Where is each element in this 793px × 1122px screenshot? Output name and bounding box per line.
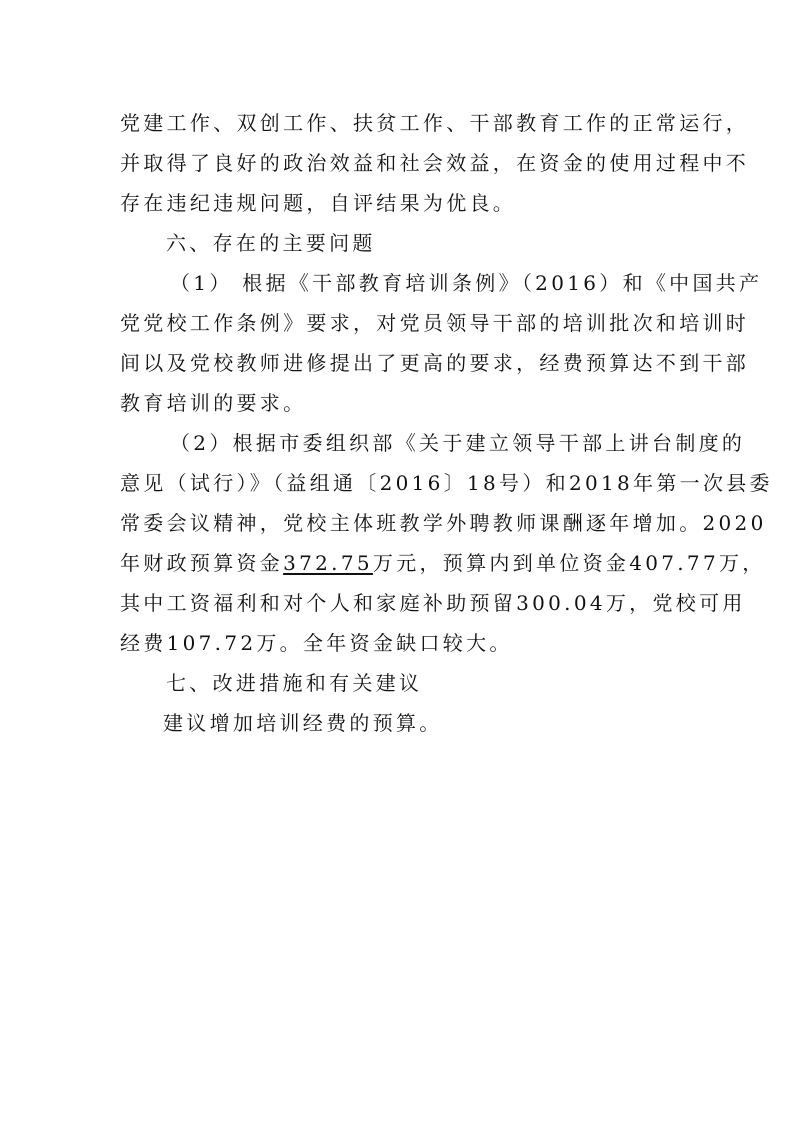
paragraph-line: 意见（试行）》（益组通〔2016〕18号）和2018年第一次县委 <box>120 471 773 495</box>
section-heading: 七、改进措施和有关建议 <box>166 671 423 695</box>
paragraph-line: 常委会议精神，党校主体班教学外聘教师课酬逐年增加。2020 <box>120 511 767 535</box>
budget-line-suffix: 万元，预算内到单位资金407.77万， <box>372 551 766 575</box>
paragraph-line: 教育培训的要求。 <box>120 391 307 415</box>
paragraph-line: 并取得了良好的政治效益和社会效益，在资金的使用过程中不 <box>120 151 750 175</box>
paragraph-line: （1） 根据《干部教育培训条例》（2016）和《中国共产 <box>170 271 763 295</box>
paragraph-line: 经费107.72万。全年资金缺口较大。 <box>120 631 513 655</box>
paragraph-line: 存在违纪违规问题，自评结果为优良。 <box>120 191 517 215</box>
paragraph-line: 其中工资福利和对个人和家庭补助预留300.04万，党校可用 <box>120 591 746 615</box>
budget-line <box>120 549 766 577</box>
paragraph-line: 党建工作、双创工作、扶贫工作、干部教育工作的正常运行， <box>120 111 750 135</box>
budget-line-prefix: 年财政预算资金 <box>120 551 284 575</box>
paragraph-line: 间以及党校教师进修提出了更高的要求，经费预算达不到干部 <box>120 351 750 375</box>
section-heading: 六、存在的主要问题 <box>166 231 376 255</box>
paragraph-line: 建议增加培训经费的预算。 <box>163 711 443 735</box>
paragraph-line: （2）根据市委组织部《关于建立领导干部上讲台制度的 <box>170 431 746 455</box>
budget-amount: 372.75 <box>283 551 373 575</box>
paragraph-line: 党党校工作条例》要求，对党员领导干部的培训批次和培训时 <box>120 311 750 335</box>
